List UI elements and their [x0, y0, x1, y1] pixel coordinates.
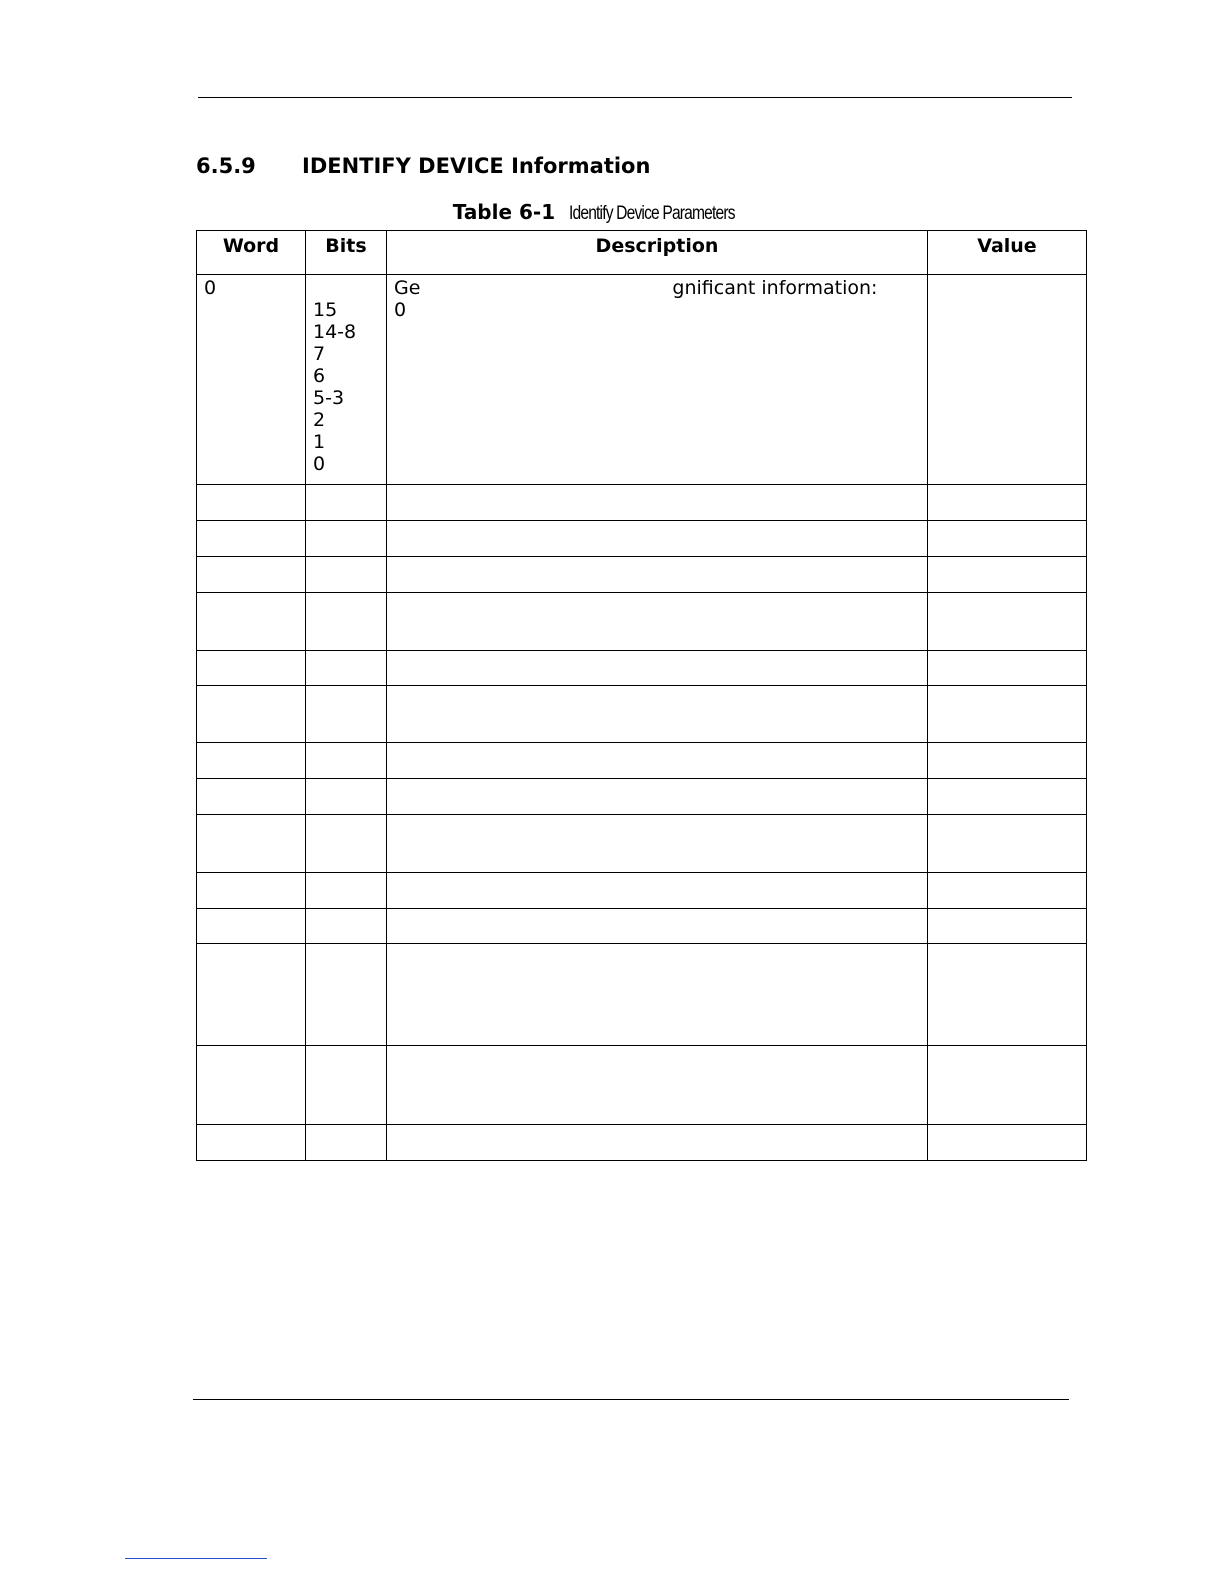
bit-label: 6	[313, 365, 326, 387]
table-caption-text: Identify Device Parameters	[569, 203, 735, 224]
row0-description	[387, 275, 928, 485]
desc-line-2: 0	[394, 299, 407, 321]
link-underline	[125, 1558, 267, 1559]
header-bits: Bits	[306, 231, 387, 275]
desc-fragment-end: gnificant information:	[672, 277, 878, 299]
bottom-rule	[193, 1399, 1069, 1400]
table-row	[197, 521, 1087, 557]
bit-label: 14-8	[313, 321, 357, 343]
desc-fragment-start: Ge	[394, 277, 421, 299]
table-caption-label: Table 6-1	[452, 200, 556, 224]
table-row	[197, 557, 1087, 593]
table-row	[197, 275, 1087, 485]
bit-label: 7	[313, 343, 326, 365]
table-row	[197, 485, 1087, 521]
identify-device-table	[196, 230, 1087, 1161]
table-row	[197, 686, 1087, 743]
section-number: 6.5.9	[196, 154, 256, 178]
header-value: Value	[928, 231, 1087, 275]
section-title: IDENTIFY DEVICE Information	[302, 154, 651, 178]
row0-bits	[306, 275, 387, 485]
table-caption	[0, 200, 1224, 225]
row0-value	[928, 275, 1087, 485]
table-header-row	[197, 231, 1087, 275]
row0-word: 0	[197, 275, 306, 485]
table-row	[197, 1046, 1087, 1125]
table-row	[197, 593, 1087, 651]
table-row	[197, 873, 1087, 909]
table-row	[197, 909, 1087, 944]
table-row	[197, 779, 1087, 815]
bit-label: 0	[313, 453, 326, 475]
table-row	[197, 815, 1087, 873]
bit-label: 15	[313, 299, 338, 321]
bit-label: 2	[313, 409, 326, 431]
bit-label: 1	[313, 431, 326, 453]
table-row	[197, 651, 1087, 686]
header-description: Description	[387, 231, 928, 275]
header-word: Word	[197, 231, 306, 275]
table-row	[197, 944, 1087, 1046]
table-row	[197, 1125, 1087, 1161]
top-rule	[198, 97, 1072, 98]
bit-label: 5-3	[313, 387, 345, 409]
section-heading	[196, 154, 650, 178]
table-row	[197, 743, 1087, 779]
